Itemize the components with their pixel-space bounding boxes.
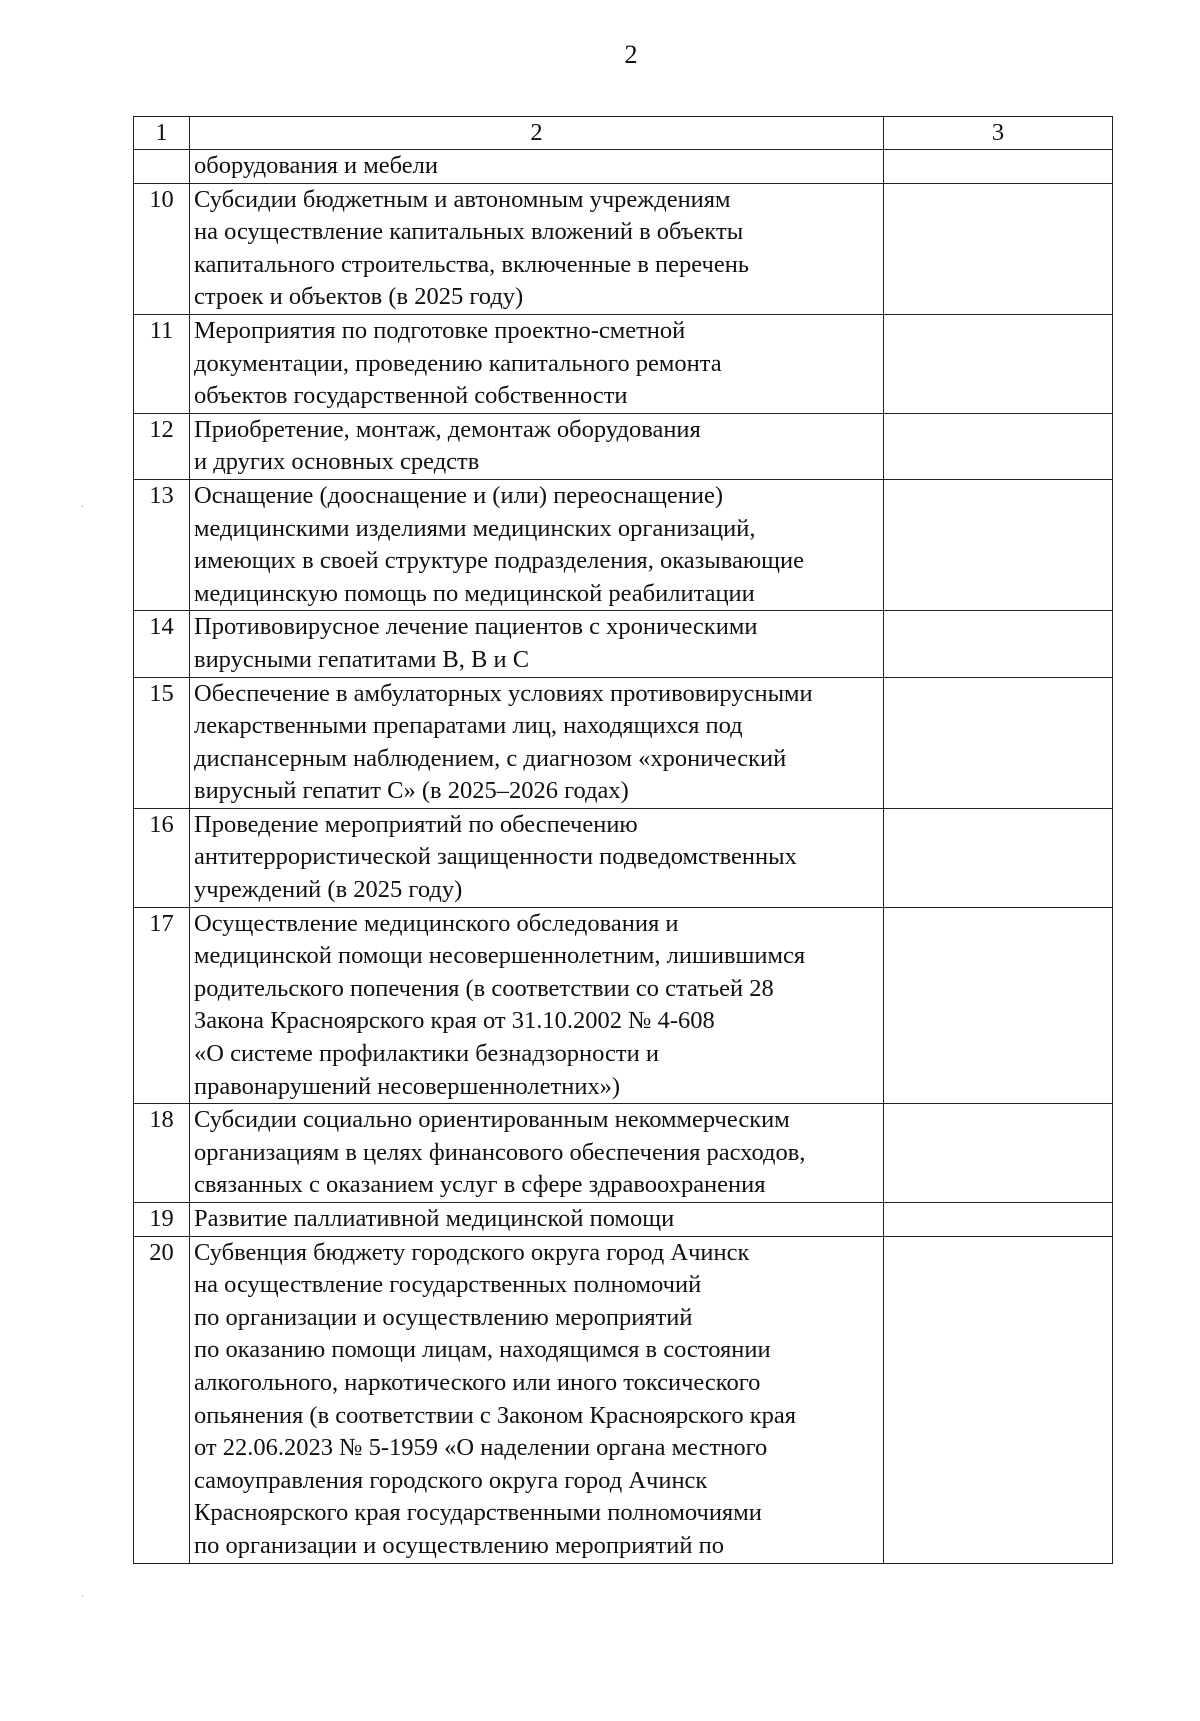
- row-column-3-cell: [884, 808, 1113, 907]
- description-line: диспансерным наблюдением, с диагнозом «хронический: [194, 744, 787, 772]
- row-description: [190, 413, 884, 479]
- row-column-3-cell: [884, 150, 1113, 184]
- table-row: [134, 413, 1113, 479]
- table-row: [134, 808, 1113, 907]
- table-row: [134, 150, 1113, 184]
- description-line: на осуществление капитальных вложений в объекты: [194, 218, 744, 246]
- description-line: по организации и осуществлению мероприятий по: [194, 1531, 725, 1559]
- table-row: [134, 677, 1113, 808]
- row-column-3-cell: [884, 1104, 1113, 1203]
- row-number: 19: [134, 1203, 190, 1237]
- row-description: [190, 907, 884, 1104]
- row-number: 20: [134, 1236, 190, 1563]
- table-row: [134, 314, 1113, 413]
- row-number: 16: [134, 808, 190, 907]
- table-row: [134, 479, 1113, 610]
- page-number: 2: [624, 40, 638, 69]
- description-line: объектов государственной собственности: [194, 382, 628, 410]
- description-line: Оснащение (дооснащение и (или) переоснащение): [194, 481, 724, 509]
- table-row: [134, 611, 1113, 677]
- row-number: 15: [134, 677, 190, 808]
- row-column-3-cell: [884, 1236, 1113, 1563]
- row-column-3-cell: [884, 907, 1113, 1104]
- row-description: [190, 183, 884, 314]
- row-number: 12: [134, 413, 190, 479]
- description-line: лекарственными препаратами лиц, находящихся под: [194, 712, 743, 740]
- row-column-3-cell: [884, 611, 1113, 677]
- column-header: 3: [884, 117, 1113, 150]
- description-line: Приобретение, монтаж, демонтаж оборудования: [194, 415, 701, 443]
- row-number: 10: [134, 183, 190, 314]
- description-line: самоуправления городского округа город Ачинск: [194, 1466, 708, 1494]
- table-row: [134, 1236, 1113, 1563]
- description-line: Субсидии бюджетным и автономным учреждениям: [194, 185, 731, 213]
- description-line: Проведение мероприятий по обеспечению: [194, 810, 638, 838]
- description-line: Мероприятия по подготовке проектно-сметной: [194, 316, 686, 344]
- description-line: медицинской помощи несовершеннолетним, лишившимся: [194, 942, 806, 970]
- description-line: связанных с оказанием услуг в сфере здравоохранения: [194, 1171, 766, 1199]
- description-line: капитального строительства, включенные в перечень: [194, 250, 750, 278]
- description-line: Красноярского края государственными полномочиями: [194, 1499, 762, 1527]
- table-header-row: [134, 117, 1113, 150]
- description-line: Противовирусное лечение пациентов с хроническими: [194, 613, 758, 641]
- description-line: на осуществление государственных полномочий: [194, 1271, 702, 1299]
- row-column-3-cell: [884, 677, 1113, 808]
- table-row: [134, 907, 1113, 1104]
- description-line: родительского попечения (в соответствии со статьей 28: [194, 974, 774, 1002]
- row-column-3-cell: [884, 314, 1113, 413]
- description-line: организациям в целях финансового обеспечения расходов,: [194, 1138, 806, 1166]
- row-number: 13: [134, 479, 190, 610]
- row-number: 17: [134, 907, 190, 1104]
- row-column-3-cell: [884, 1203, 1113, 1237]
- description-line: медицинскую помощь по медицинской реабилитации: [194, 579, 755, 607]
- description-line: оборудования и мебели: [194, 152, 439, 179]
- description-line: медицинскими изделиями медицинских организаций,: [194, 514, 756, 542]
- description-line: учреждений (в 2025 году): [194, 876, 463, 904]
- description-line: вирусными гепатитами В, В и С: [194, 645, 530, 673]
- description-line: алкогольного, наркотического или иного токсического: [194, 1368, 761, 1396]
- row-description: [190, 314, 884, 413]
- description-line: строек и объектов (в 2025 году): [194, 283, 524, 311]
- description-line: от 22.06.2023 № 5-1959 «О наделении органа местного: [194, 1434, 768, 1462]
- row-description: [190, 479, 884, 610]
- row-description: [190, 150, 884, 184]
- row-column-3-cell: [884, 479, 1113, 610]
- table-row: [134, 1104, 1113, 1203]
- row-number: 11: [134, 314, 190, 413]
- row-description: [190, 677, 884, 808]
- scan-speck: [82, 505, 83, 507]
- description-line: Субсидии социально ориентированным некоммерческим: [194, 1106, 790, 1134]
- row-description: [190, 1203, 884, 1237]
- document-table: [133, 116, 1113, 1564]
- row-description: [190, 1104, 884, 1203]
- row-column-3-cell: [884, 183, 1113, 314]
- description-line: антитеррористической защищенности подведомственных: [194, 843, 797, 871]
- description-line: и других основных средств: [194, 448, 480, 476]
- table-body: [134, 150, 1113, 1564]
- row-description: [190, 808, 884, 907]
- description-line: опьянения (в соответствии с Законом Красноярского края: [194, 1401, 797, 1429]
- description-line: по организации и осуществлению мероприятий: [194, 1303, 693, 1331]
- row-number: 14: [134, 611, 190, 677]
- description-line: правонарушений несовершеннолетних»): [194, 1072, 621, 1100]
- description-line: документации, проведению капитального ремонта: [194, 349, 722, 377]
- table-row: [134, 183, 1113, 314]
- description-line: «О системе профилактики безнадзорности и: [194, 1040, 659, 1068]
- row-description: [190, 611, 884, 677]
- table-row: [134, 1203, 1113, 1237]
- description-line: Осуществление медицинского обследования и: [194, 909, 679, 937]
- description-line: вирусный гепатит С» (в 2025–2026 годах): [194, 777, 629, 805]
- description-line: Субвенция бюджету городского округа город Ачинск: [194, 1238, 750, 1266]
- scan-speck: [82, 1595, 83, 1597]
- description-line: Закона Красноярского края от 31.10.2002 № 4-608: [194, 1007, 715, 1035]
- row-column-3-cell: [884, 413, 1113, 479]
- description-line: имеющих в своей структуре подразделения, оказывающие: [194, 547, 805, 575]
- row-number: 18: [134, 1104, 190, 1203]
- description-line: Обеспечение в амбулаторных условиях противовирусными: [194, 679, 813, 707]
- description-line: Развитие паллиативной медицинской помощи: [194, 1205, 675, 1232]
- description-line: по оказанию помощи лицам, находящимся в состоянии: [194, 1336, 771, 1364]
- column-header: 1: [134, 117, 190, 150]
- row-number: [134, 150, 190, 184]
- column-header: 2: [190, 117, 884, 150]
- row-description: [190, 1236, 884, 1563]
